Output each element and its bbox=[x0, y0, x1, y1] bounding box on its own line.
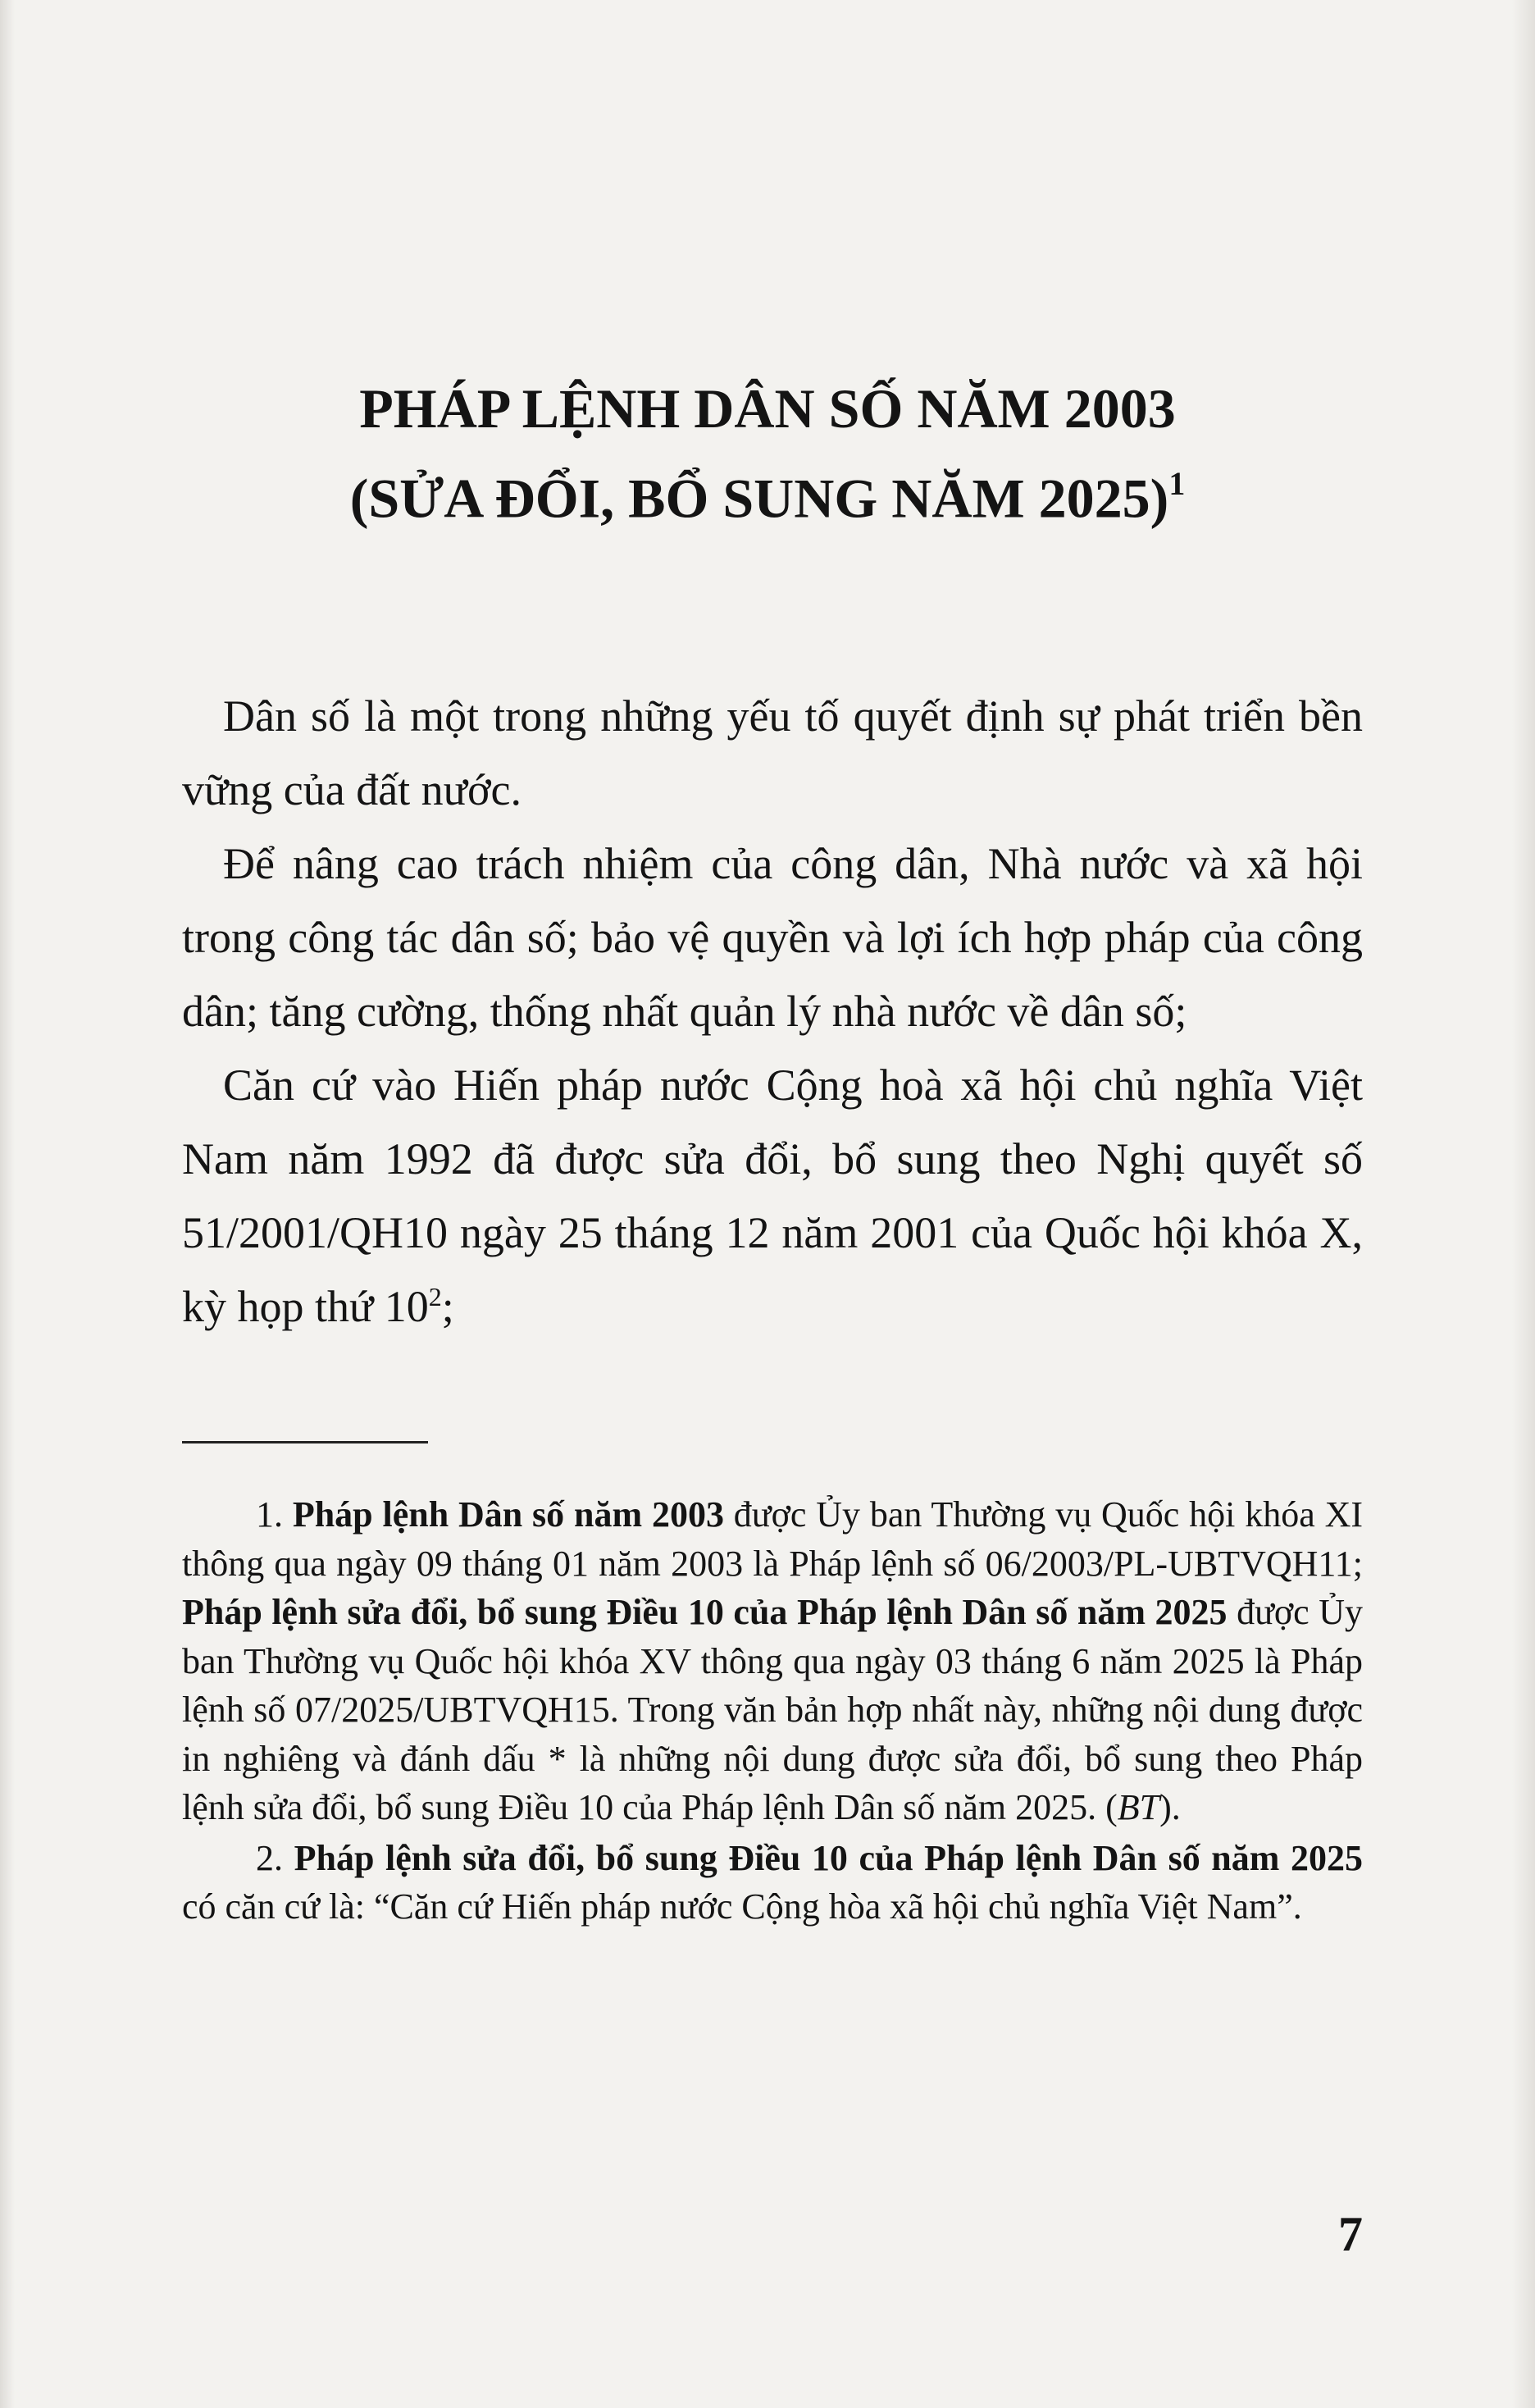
title-footnote-mark: 1 bbox=[1168, 465, 1186, 502]
footnote-1-italic: BT bbox=[1117, 1787, 1160, 1827]
footnote-1-number: 1. bbox=[256, 1494, 293, 1535]
footnote-2 bbox=[182, 1834, 1363, 1931]
preamble-paragraph-3 bbox=[182, 1048, 1363, 1343]
preamble-paragraph-1: Dân số là một trong những yếu tố quyết định sự phát triển bền vững của đất nước. bbox=[182, 691, 1363, 814]
footnote-1-bold-b: Pháp lệnh sửa đổi, bổ sung Điều 10 của Pháp lệnh Dân số năm 2025 bbox=[182, 1592, 1228, 1632]
document-title bbox=[0, 369, 1535, 538]
footnote-2-text: có căn cứ là: “Căn cứ Hiến pháp nước Cộng hòa xã hội chủ nghĩa Việt Nam”. bbox=[182, 1886, 1302, 1927]
footnote-1-text-a: được Ủy ban Thường vụ Quốc hội khóa XI thông qua ngày 09 tháng 01 năm 2003 là Pháp lệnh số 06/2003/PL-UBTVQH11; bbox=[182, 1494, 1363, 1584]
footnote-1 bbox=[182, 1490, 1363, 1832]
page-edge-shadow-left bbox=[0, 0, 15, 2408]
footnote-ref-2: 2 bbox=[428, 1282, 442, 1311]
title-line-1: PHÁP LỆNH DÂN SỐ NĂM 2003 bbox=[359, 377, 1176, 440]
footnote-1-text-b: được Ủy ban Thường vụ Quốc hội khóa XV thông qua ngày 03 tháng 6 năm 2025 là Pháp lệnh số 07/2025/UBTVQH15. Trong văn bản hợp nhất này, những nội dung được in nghiêng và đánh dấu * là những nội dung được sửa đổi, bổ sung theo Pháp lệnh sửa đổi, bổ sung Điều 10 của Pháp lệnh Dân số năm 2025. ( bbox=[182, 1592, 1364, 1827]
title-line-2 bbox=[0, 448, 1535, 538]
title-line-2-text: (SỬA ĐỔI, BỔ SUNG NĂM 2025) bbox=[349, 467, 1169, 530]
preamble-paragraph-3-text: Căn cứ vào Hiến pháp nước Cộng hoà xã hội chủ nghĩa Việt Nam năm 1992 đã được sửa đổi, bổ sung theo Nghị quyết số 51/2001/QH10 ngày 25 tháng 12 năm 2001 của Quốc hội khóa X, kỳ họp thứ 10 bbox=[182, 1060, 1363, 1331]
preamble-paragraph-3-end: ; bbox=[441, 1282, 454, 1331]
footnote-1-bold-a: Pháp lệnh Dân số năm 2003 bbox=[292, 1494, 724, 1535]
preamble bbox=[182, 679, 1363, 1343]
page-number: 7 bbox=[1338, 2207, 1363, 2261]
footnotes bbox=[182, 1490, 1363, 1931]
footnote-2-bold: Pháp lệnh sửa đổi, bổ sung Điều 10 của Pháp lệnh Dân số năm 2025 bbox=[294, 1837, 1364, 1878]
footnote-1-end: ). bbox=[1159, 1787, 1181, 1827]
footnote-separator bbox=[182, 1441, 428, 1443]
footnote-2-number: 2. bbox=[256, 1837, 294, 1878]
preamble-paragraph-2: Để nâng cao trách nhiệm của công dân, Nhà nước và xã hội trong công tác dân số; bảo vệ quyền và lợi ích hợp pháp của công dân; tăng cường, thống nhất quản lý nhà nước về dân số; bbox=[182, 839, 1363, 1036]
page-edge-shadow-right bbox=[1512, 0, 1535, 2408]
